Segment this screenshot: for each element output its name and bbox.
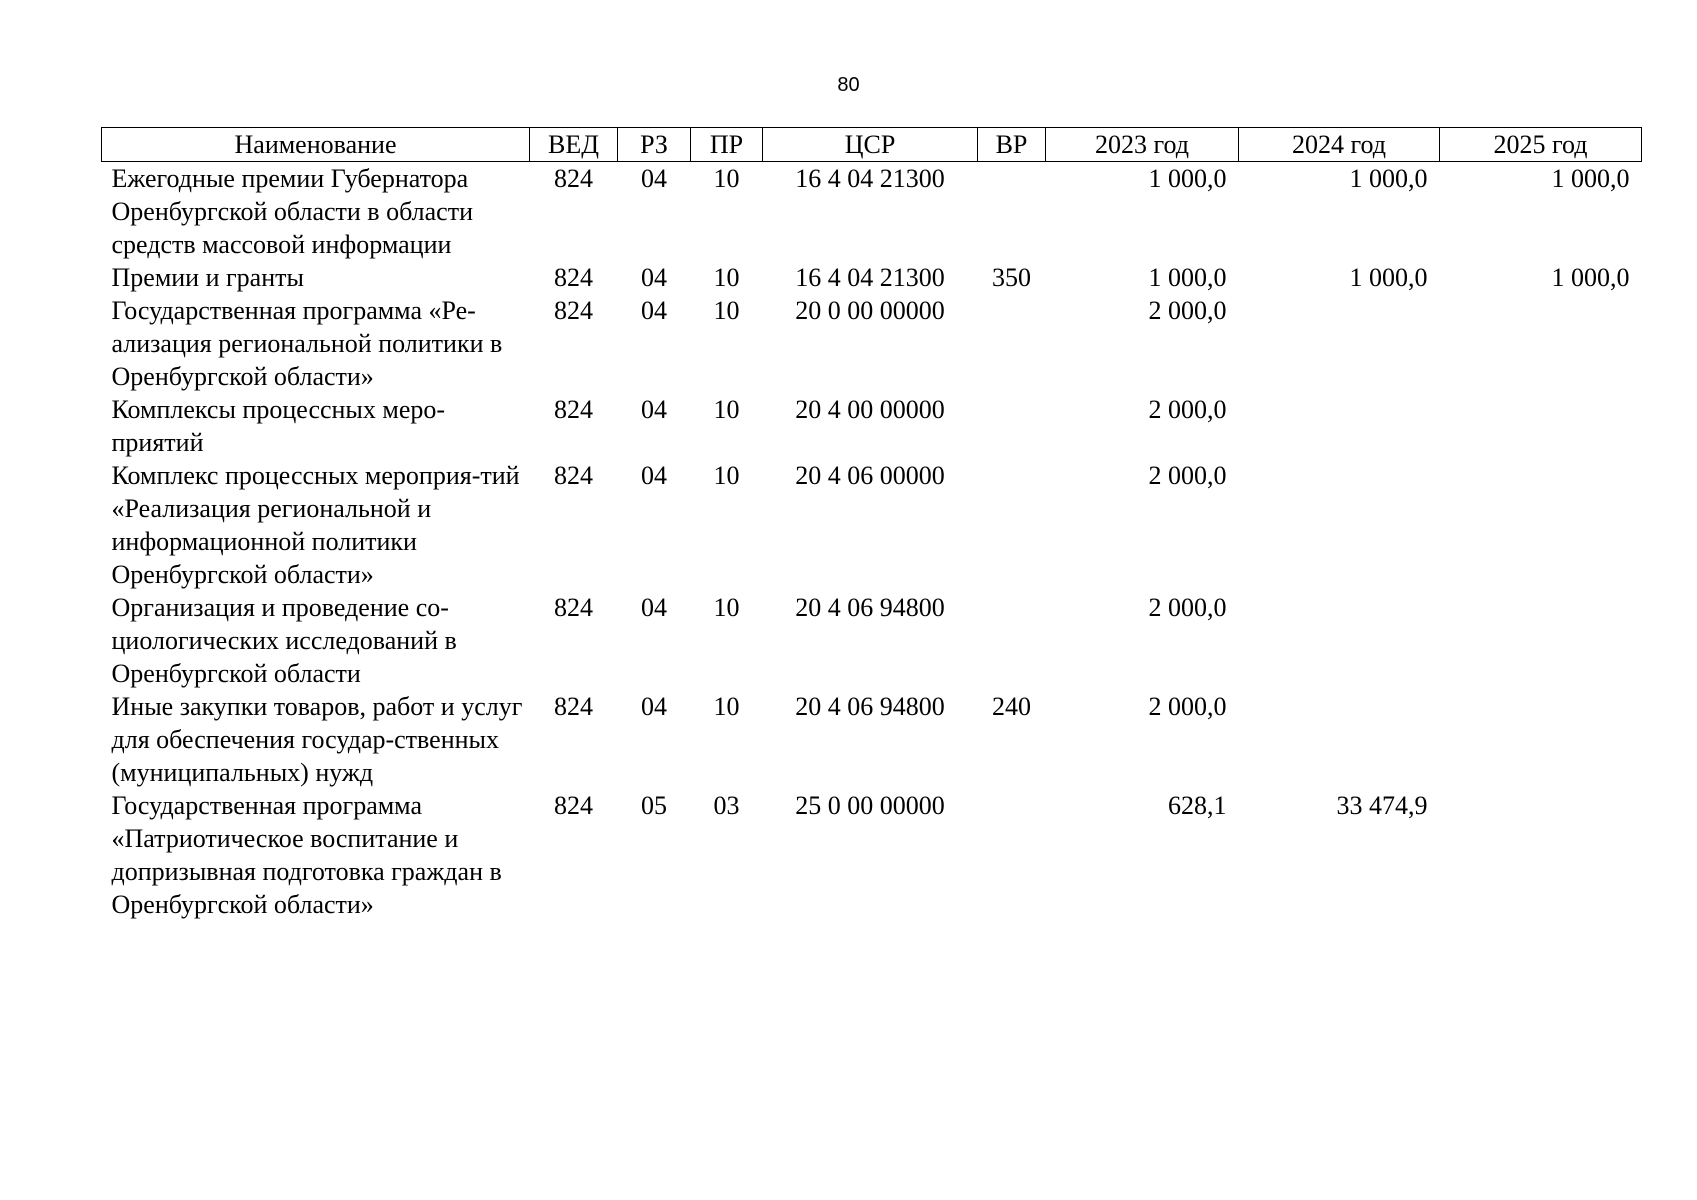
header-csr: ЦСР: [763, 128, 978, 162]
cell-pr: 10: [713, 461, 740, 490]
cell-2024: [1239, 294, 1440, 393]
header-2023: 2023 год: [1046, 128, 1239, 162]
cell-csr: 25 0 00 00000: [795, 791, 945, 820]
cell-2024: [1239, 591, 1440, 690]
cell-ved: 824: [554, 164, 593, 193]
cell-2024: [1239, 393, 1440, 459]
header-2025: 2025 год: [1440, 128, 1642, 162]
cell-csr: 16 4 04 21300: [795, 164, 945, 193]
header-row: [102, 128, 1642, 162]
cell-pr: 10: [713, 593, 740, 622]
cell-csr: 20 0 00 00000: [795, 296, 945, 325]
table-row: [102, 162, 1642, 262]
cell-csr: 20 4 06 00000: [795, 461, 945, 490]
cell-2024: 1 000,0: [1349, 263, 1428, 292]
cell-ved: 824: [554, 263, 593, 292]
cell-pr: 10: [713, 296, 740, 325]
cell-2023: 628,1: [1168, 791, 1227, 820]
cell-ved: 824: [554, 461, 593, 490]
table-row: [102, 261, 1642, 294]
cell-ved: 824: [554, 296, 593, 325]
cell-name: Ежегодные премии Губернатора Оренбургской области в области средств массовой информации: [111, 164, 473, 259]
cell-2025: [1440, 459, 1642, 591]
cell-vr: [978, 162, 1046, 262]
cell-name: Организация и проведение со-циологических исследований в Оренбургской области: [111, 593, 457, 688]
cell-2024: [1239, 690, 1440, 789]
cell-2025: [1440, 789, 1642, 921]
cell-vr: [978, 789, 1046, 921]
cell-vr: 350: [992, 263, 1031, 292]
cell-2024: 33 474,9: [1336, 791, 1428, 820]
cell-name: Иные закупки товаров, работ и услуг для обеспечения государ-ственных (муниципальных) нужд: [111, 692, 523, 787]
cell-2023: 2 000,0: [1148, 461, 1227, 490]
cell-name: Государственная программа «Патриотическое воспитание и допризывная подготовка граждан в Оренбургской области»: [111, 791, 502, 919]
table-row: [102, 294, 1642, 393]
cell-2025: [1440, 393, 1642, 459]
cell-2023: 1 000,0: [1148, 263, 1227, 292]
cell-csr: 16 4 04 21300: [795, 263, 945, 292]
header-vr: ВР: [978, 128, 1046, 162]
cell-csr: 20 4 00 00000: [795, 395, 945, 424]
cell-2023: 2 000,0: [1148, 395, 1227, 424]
cell-name: Комплекс процессных мероприя-тий «Реализация региональной и информационной политики Оренбургской области»: [111, 461, 520, 589]
table-row: [102, 591, 1642, 690]
header-rz: РЗ: [618, 128, 691, 162]
header-name: Наименование: [102, 128, 530, 162]
cell-pr: 10: [713, 263, 740, 292]
cell-pr: 03: [713, 791, 740, 820]
cell-vr: [978, 294, 1046, 393]
cell-csr: 20 4 06 94800: [795, 593, 945, 622]
cell-vr: 240: [992, 692, 1031, 721]
cell-pr: 10: [713, 164, 740, 193]
table-row: [102, 459, 1642, 591]
cell-2025: 1 000,0: [1551, 263, 1630, 292]
table-row: [102, 690, 1642, 789]
cell-2025: [1440, 591, 1642, 690]
table-body: [102, 162, 1642, 922]
cell-rz: 04: [641, 692, 667, 721]
cell-2024: 1 000,0: [1349, 164, 1428, 193]
page-number: 80: [837, 74, 860, 96]
cell-2023: 2 000,0: [1148, 296, 1227, 325]
budget-table: [101, 127, 1642, 921]
cell-2023: 2 000,0: [1148, 692, 1227, 721]
table-header: [102, 128, 1642, 162]
cell-rz: 04: [641, 395, 667, 424]
cell-vr: [978, 459, 1046, 591]
cell-rz: 04: [641, 296, 667, 325]
cell-rz: 04: [641, 164, 667, 193]
cell-2025: 1 000,0: [1551, 164, 1630, 193]
cell-ved: 824: [554, 692, 593, 721]
cell-vr: [978, 591, 1046, 690]
cell-2025: [1440, 690, 1642, 789]
cell-pr: 10: [713, 692, 740, 721]
cell-rz: 04: [641, 461, 667, 490]
cell-ved: 824: [554, 791, 593, 820]
table-row: [102, 393, 1642, 459]
cell-csr: 20 4 06 94800: [795, 692, 945, 721]
cell-ved: 824: [554, 395, 593, 424]
cell-2025: [1440, 294, 1642, 393]
header-ved: ВЕД: [530, 128, 618, 162]
cell-ved: 824: [554, 593, 593, 622]
cell-name: Премии и гранты: [111, 263, 304, 292]
table-row: [102, 789, 1642, 921]
cell-2023: 2 000,0: [1148, 593, 1227, 622]
cell-2023: 1 000,0: [1148, 164, 1227, 193]
header-2024: 2024 год: [1239, 128, 1440, 162]
cell-name: Государственная программа «Ре-ализация региональной политики в Оренбургской области»: [111, 296, 503, 391]
cell-name: Комплексы процессных меро-приятий: [111, 395, 446, 457]
cell-pr: 10: [713, 395, 740, 424]
cell-rz: 04: [641, 263, 667, 292]
cell-2024: [1239, 459, 1440, 591]
header-pr: ПР: [691, 128, 763, 162]
cell-rz: 04: [641, 593, 667, 622]
cell-vr: [978, 393, 1046, 459]
cell-rz: 05: [641, 791, 667, 820]
